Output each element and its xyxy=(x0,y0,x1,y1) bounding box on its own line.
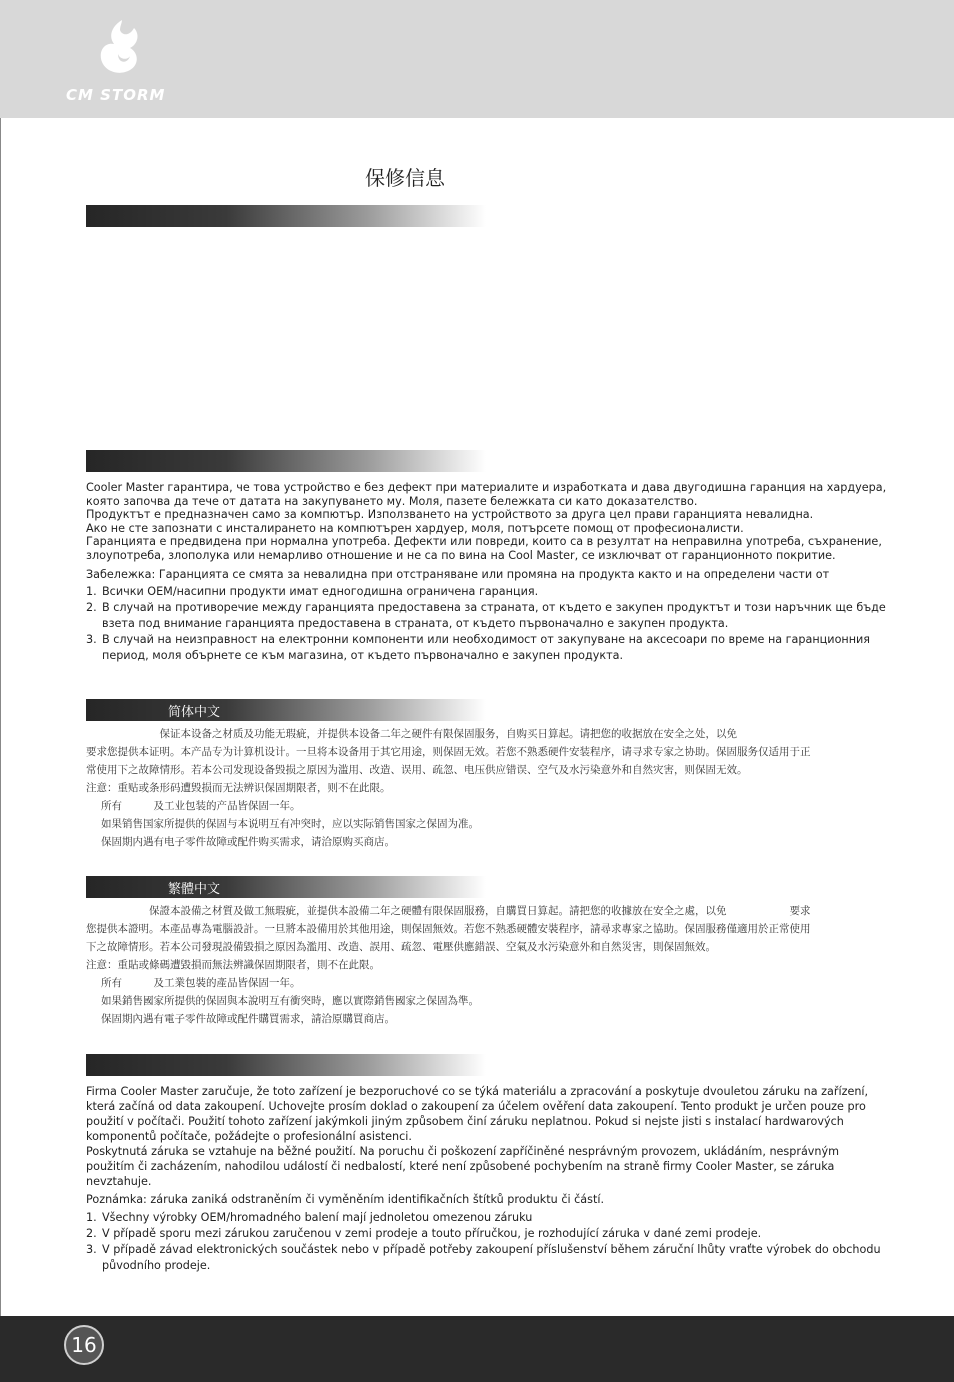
list-item: 如果销售国家所提供的保固与本说明互有冲突时，应以实际销售国家之保固为准。 xyxy=(101,818,479,830)
section-header-bar xyxy=(86,1054,486,1076)
text-line: Продуктът е предназначен само за компютър. Използването на устройството за друга цел прави гаранцията невалидна. xyxy=(86,508,814,522)
list-item: 1. Všechny výrobky OEM/hromadného balení mají jednoletou omezenou záruku xyxy=(86,1211,533,1224)
bulgarian-list xyxy=(86,584,901,664)
list-item: 3. В случай на неизправност на електронни компоненти или необходимост от закупуване на аксесоари по време на гаранционния период, моля обърнете се към магазина, от където първоначално е закупен продукта. xyxy=(86,633,871,662)
text-line: nevztahuje. xyxy=(86,1175,152,1188)
bulgarian-warranty-text xyxy=(86,481,901,563)
czech-note xyxy=(86,1193,901,1207)
text-line: злоупотреба, злополука или немарливо отношение и не са по вина на Cool Master, се изключват от гаранционното покритие. xyxy=(86,548,836,562)
text-line: Cooler Master гарантира, че това устройство е без дефект при материалите и изработката и дава двугодишна гаранция на хардуера, xyxy=(86,481,887,494)
list-item: 保固期内遇有电子零件故障或配件购买需求，请洽原购买商店。 xyxy=(101,836,395,848)
text-line: Гаранцията е предвидена при нормална употреба. Дефекти или повреди, които са в резултат на неправилна употреба, съхранение, xyxy=(86,535,882,549)
czech-warranty-text xyxy=(86,1084,901,1189)
text-line: Poskytnutá záruka se vztahuje na běžné použití. Na poruchu či poškození zapříčiněné nesprávným provozem, ukládáním, nesprávným xyxy=(86,1145,840,1158)
text-line: 保证本设备之材质及功能无瑕疵，并提供本设备二年之硬件有限保固服务，自购买日算起。请把您的收据放在安全之处，以免 xyxy=(86,728,737,740)
page-header xyxy=(0,0,954,118)
note-text: Забележка: Гаранцията се смята за невалидна при отстраняване или промяна на продукта както и на определени части от xyxy=(86,568,830,581)
text-line: 常使用下之故障情形。若本公司发现设备毁损之原因为滥用、改造、误用、疏忽、电压供应错误、空气及水污染意外和自然灾害，则保固无效。 xyxy=(86,764,748,776)
text-line: Firma Cooler Master zaručuje, že toto zařízení je bezporuchové co se týká materiálu a zpracování a poskytuje dvouletou záruku na zařízení, xyxy=(86,1085,869,1098)
page-border xyxy=(0,118,1,1318)
list-item: 所有 及工業包裝的產品皆保固一年。 xyxy=(101,977,301,989)
section-header-bar xyxy=(86,699,486,721)
note-text: 注意：重贴或条形码遭毁损而无法辨识保固期限者，则不在此限。 xyxy=(86,782,391,794)
list-item: 2. V případě sporu mezi zárukou zaručenou v zemi prodeje a touto příručkou, je rozhodující záruka v dané zemi prodeje. xyxy=(86,1227,762,1240)
text-line: 下之故障情形。若本公司發現設備毀損之原因為濫用、改造、誤用、疏忽、電壓供應錯誤、空氣及水污染意外和自然災害，則保固無效。 xyxy=(86,941,716,953)
list-item: 3. V případě závad elektronických součástek nebo v případě potřeby zakoupení příslušenství během záruční lhůty vraťte výrobek do obchodu původního prodeje. xyxy=(86,1243,881,1272)
list-item: 保固期內遇有電子零件故障或配件購買需求，請洽原購買商店。 xyxy=(101,1013,395,1025)
text-line: 保證本設備之材質及做工無瑕疵，並提供本設備二年之硬體有限保固服務，自購買日算起。請把您的收據放在安全之處，以免 要求 xyxy=(86,905,811,917)
note-text: 注意：重貼或條碼遭毀損而無法辨識保固期限者，則不在此限。 xyxy=(86,959,380,971)
section-label: 繁體中文 xyxy=(168,882,221,897)
text-line: 您提供本證明。本產品專為電腦設計。一旦將本設備用於其他用途，則保固無效。若您不熟悉硬體安裝程序，請尋求專家之協助。保固服務僅適用於正常使用 xyxy=(86,923,811,935)
page-number: 16 xyxy=(64,1325,104,1365)
section-header-bar xyxy=(86,450,486,472)
bulgarian-note xyxy=(86,568,901,582)
section-header-bar xyxy=(86,205,486,227)
page-title: 保修信息 xyxy=(365,166,445,190)
text-line: komponentů počítače, požádejte o profesionální asistenci. xyxy=(86,1130,412,1143)
text-line: použití v počítači. Použití tohoto zařízení jakýmkoli jiným způsobem činí záruku neplatnou. Pokud si nejste jisti s instalací hardwarových xyxy=(86,1115,844,1128)
text-line: 要求您提供本证明。本产品专为计算机设计。一旦将本设备用于其它用途，则保固无效。若您不熟悉硬件安装程序，请寻求专家之协助。保固服务仅适用于正 xyxy=(86,746,811,758)
list-item: 1. Всички OEM/насипни продукти имат едногодишна ограничена гаранция. xyxy=(86,585,539,598)
list-item: 所有 及工业包装的产品皆保固一年。 xyxy=(101,800,301,812)
traditional-chinese-text xyxy=(86,903,901,1029)
brand-wordmark: CM STORM xyxy=(66,86,166,104)
page-footer xyxy=(0,1316,954,1382)
text-line: Ако не сте запознати с инсталирането на компютърен хардуер, моля, потърсете помощ от професионалисти. xyxy=(86,521,744,535)
section-header-bar xyxy=(86,876,486,898)
list-item: 2. В случай на противоречие между гаранцията предоставена за страната, от където е закупен продуктът и този наръчник ще бъде взета под внимание гаранцията предоставена в страната, от където първоначално е закупен продукта. xyxy=(86,601,886,630)
list-item: 如果銷售國家所提供的保固與本說明互有衝突時，應以實際銷售國家之保固為準。 xyxy=(101,995,479,1007)
czech-list xyxy=(86,1210,901,1274)
text-line: която започва да тече от датата на закупуването му. Моля, пазете бележката си като доказателство. xyxy=(86,494,698,508)
simplified-chinese-text xyxy=(86,726,901,852)
note-text: Poznámka: záruka zaniká odstraněním či vyměněním identifikačních štítků produktu či částí. xyxy=(86,1193,605,1206)
section-label: 简体中文 xyxy=(168,705,221,720)
text-line: použitím či zacházením, nahodilou událostí či nedbalostí, které není způsobené pochybením na straně firmy Cooler Master, se záruka xyxy=(86,1160,835,1173)
text-line: která začíná od data zakoupení. Uchovejte prosím doklad o zakoupení za účelem ověření data zakoupení. Tento produkt je určen pouze pro xyxy=(86,1100,866,1113)
